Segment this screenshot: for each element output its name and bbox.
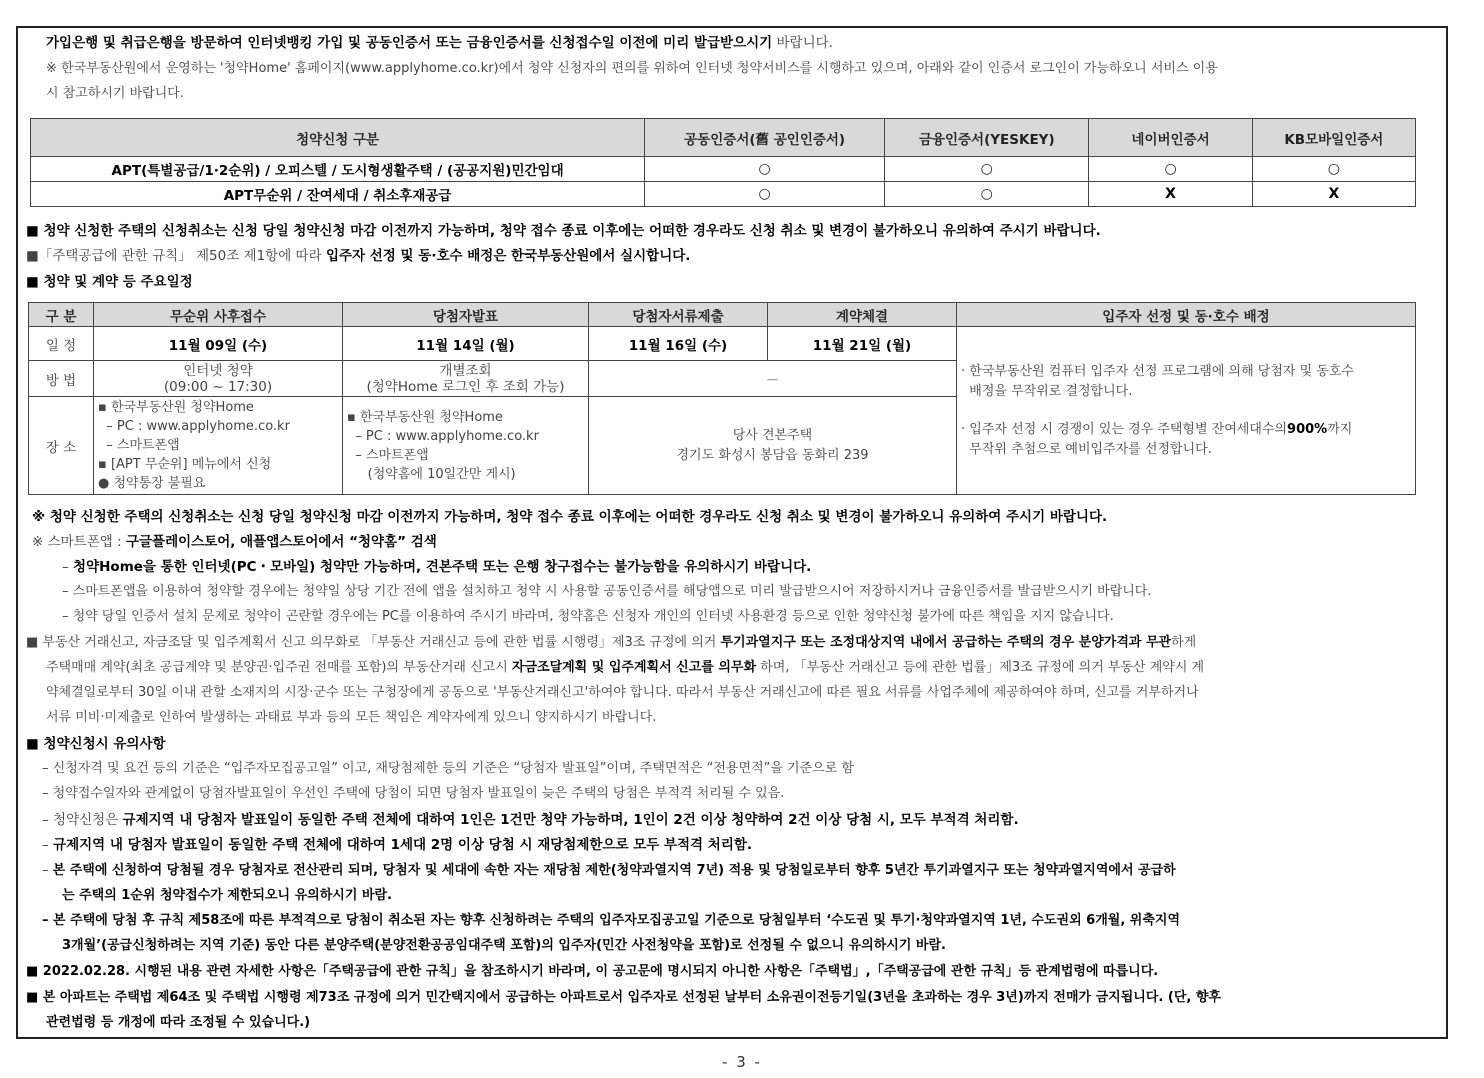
place-apply-line: ▪ [APT 무순위] 메뉴에서 신청 [98, 457, 272, 472]
cert-cell: ○ [1089, 157, 1252, 182]
realestate-l2-post: 하며, 「부동산 거래신고 등에 관한 법률」제3조 규정에 의거 부동산 계약시 계 [760, 660, 1205, 675]
schedule-header: 계약체결 [768, 303, 957, 327]
caution-1: – 신청자격 및 요건 등의 기준은 “입주자모집공고일” 이고, 재당첨제한 등의 기준은 “당첨자 발표일”이며, 주택면적은 “전용면적”을 기준으로 함 [42, 761, 854, 776]
notice-internet-bold: 청약Home을 통한 인터넷(PC・모바일) 청약만 가능하며, 견본주택 또는 은행 창구접수는 불가능함을 유의하시기 바랍니다. [73, 559, 812, 575]
caution-6: – 본 주택에 당첨 후 규칙 제58조에 따른 부적격으로 당첨이 취소된 자는 향후 신청하려는 주택의 입주자모집공고일 기준으로 당첨일부터 ‘수도권 및 투기·청약과열지역 1년, 수도권외 6개월, 위축지역 [42, 913, 1181, 928]
cert-row-label: APT무순위 / 잔여세대 / 취소후재공급 [31, 182, 645, 207]
realestate-l1-pre: ■ 부동산 거래신고, 자금조달 및 입주계획서 신고 의무화로 「부동산 거래신고 등에 관한 법률 시행령」제3조 규정에 의거 [26, 635, 717, 650]
notice-app-install: – 스마트폰앱을 이용하여 청약할 경우에는 청약일 상당 기간 전에 앱을 설치하고 청약 시 사용할 공동인증서를 해당앱으로 미리 발급받으시어 저장하시거나 금융인증서를 발급받으시기 바랍니다. [62, 584, 1152, 599]
caution-3-pre: – 청약신청은 [42, 812, 119, 828]
notice-assignment [26, 247, 690, 265]
caution-5 [42, 862, 1176, 880]
realestate-l1-post: 하게 [1171, 635, 1197, 650]
cert-cell: ○ [645, 157, 885, 182]
caution-4 [42, 836, 752, 854]
assign-note-2a [961, 420, 1411, 440]
method-announce-line: (청약Home 로그인 후 조회 가능) [366, 378, 565, 395]
schedule-header: 당첨자발표 [343, 303, 589, 327]
realestate-l1-bold: 투기과열지구 또는 조정대상지역 내에서 공급하는 주택의 경우 분양가격과 무관 [720, 635, 1172, 650]
date-apply: 11월 09일 (수) [94, 327, 343, 361]
realestate-l2-pre: 주택매매 계약(최초 공급계약 및 분양권·입주권 전매를 포함)의 부동산거래 신고시 [46, 660, 508, 675]
page-number: - 3 - [722, 1053, 762, 1071]
caution-6-line-2: 3개월’(공급신청하려는 지역 기준) 동안 다른 분양주택(분양전환공공임대주택 포함)의 입주자(민간 사전청약을 포함)로 선정될 수 없으니 유의하시기 바람. [62, 938, 946, 953]
date-contract: 11월 21일 (월) [768, 327, 957, 361]
schedule-row-label-method: 방 법 [29, 361, 94, 397]
place-apply-line: – 스마트폰앱 [98, 438, 180, 453]
place-apply-line: ▪ 한국부동산원 청약Home [98, 400, 254, 415]
schedule-header: 구 분 [29, 303, 94, 327]
certificate-table [30, 118, 1416, 207]
place-announce-line: – 스마트폰앱 [347, 447, 429, 463]
schedule-table [28, 302, 1416, 495]
notice-app-search [32, 533, 437, 551]
caution-3 [42, 811, 1019, 829]
place-office [589, 397, 957, 495]
assignment-notes [957, 327, 1416, 495]
realestate-l2-bold: 자금조달계획 및 입주계획서 신고를 의무화 [511, 660, 757, 675]
cert-header-naver: 네이버인증서 [1089, 119, 1252, 157]
notice-app-bold: 구글플레이스토어, 애플앱스토어에서 “청약홈” 검색 [125, 534, 437, 550]
cert-header-kb: KB모바일인증서 [1252, 119, 1415, 157]
place-announce-line: (청약홈에 10일간만 게시) [347, 466, 516, 482]
intro-line-1 [46, 34, 833, 52]
cert-cell: ○ [885, 182, 1089, 207]
schedule-row-label-place: 장 소 [29, 397, 94, 495]
assign-note-1a: · 한국부동산원 컴퓨터 입주자 선정 프로그램에 의해 당첨자 및 동호수 [961, 363, 1354, 379]
caution-5-pre: – [42, 863, 53, 878]
assign-note-2b: 무작위 추첨으로 예비입주자를 선정합니다. [961, 441, 1212, 457]
date-docs: 11월 16일 (수) [589, 327, 768, 361]
place-announce-line: ▪ 한국부동산원 청약Home [347, 409, 503, 425]
final-notice-1: ■ 2022.02.28. 시행된 내용 관련 자세한 사항은「주택공급에 관한 규칙」을 참조하시기 바라며, 이 공고문에 명시되지 아니한 사항은「주택법」,「주택공급에 관한 규칙」등 관계법령에 따릅니다. [26, 964, 1159, 979]
schedule-heading: ■ 청약 및 계약 등 주요일정 [26, 274, 193, 290]
realestate-line-3: 약체결일로부터 30일 이내 관할 소재지의 시장·군수 또는 구청장에게 공동으로 '부동산거래신고'하여야 합니다. 따라서 부동산 거래신고에 따른 필요 서류를 사업주체에 제공하여야 하며, 신고를 거부하거나 [46, 685, 1199, 700]
intro-bold-text: 가입은행 및 취급은행을 방문하여 인터넷뱅킹 가입 및 공동인증서 또는 금융인증서를 신청접수일 이전에 미리 발급받으시기 [46, 35, 773, 51]
method-announce-line: 개별조회 [439, 362, 492, 379]
notice-assignment-pre: ■「주택공급에 관한 규칙」 제50조 제1항에 따라 [26, 248, 322, 264]
intro-line-2: ※ 한국부동산원에서 운영하는 '청약Home' 홈페이지(www.applyhome.co.kr)에서 청약 신청자의 편의를 위하여 인터넷 청약서비스를 시행하고 있으며, 아래와 같이 인증서 로그인이 가능하오니 서비스 이용 [46, 61, 1218, 76]
notice-cancel: ■ 청약 신청한 주택의 신청취소는 신청 당일 청약신청 마감 이전까지 가능하며, 청약 접수 종료 이후에는 어떠한 경우라도 신청 취소 및 변경이 불가하오니 유의하여 주시기 바랍니다. [26, 223, 1101, 239]
realestate-line-1 [26, 634, 1196, 652]
caution-3-bold: 규제지역 내 당첨자 발표일이 동일한 주택 전체에 대하여 1인은 1건만 청약 가능하며, 1인이 2건 이상 청약하여 2건 이상 당첨 시, 모두 부적격 처리함. [122, 812, 1019, 828]
cert-cell: ○ [1252, 157, 1415, 182]
cert-header-financial: 금융인증서(YESKEY) [885, 119, 1089, 157]
place-office-line: 경기도 화성시 봉담읍 동화리 239 [676, 447, 869, 463]
place-announce-line: – PC : www.applyhome.co.kr [347, 428, 539, 444]
caution-4-pre: – [42, 837, 54, 853]
place-announce [343, 397, 589, 495]
caution-5-bold: 본 주택에 신청하여 당첨될 경우 당첨자로 전산관리 되며, 당첨자 및 세대에 속한 자는 재당첨 제한(청약과열지역 7년) 적용 및 당첨일로부터 향후 5년간 투기과열지구 또는 청약과열지역에서 공급하 [52, 863, 1176, 878]
place-apply-line: – PC : www.applyhome.co.kr [98, 419, 290, 434]
realestate-line-2 [46, 659, 1204, 677]
cert-cell: X [1089, 182, 1252, 207]
schedule-header: 무순위 사후접수 [94, 303, 343, 327]
notice-cancel-2: ※ 청약 신청한 주택의 신청취소는 신청 당일 청약신청 마감 이전까지 가능하며, 청약 접수 종료 이후에는 어떠한 경우라도 신청 취소 및 변경이 불가하오니 유의하여 주시기 바랍니다. [32, 509, 1108, 525]
cert-row [31, 157, 1416, 182]
cert-cell: X [1252, 182, 1415, 207]
assign-note-2-pre: · 입주자 선정 시 경쟁이 있는 경우 주택형별 잔여세대수의 [961, 421, 1288, 437]
caution-title: ■ 청약신청시 유의사항 [26, 736, 166, 752]
cert-row-label: APT(특별공급/1·2순위) / 오피스텔 / 도시형생활주택 / (공공지원)민간임대 [31, 157, 645, 182]
method-docs: － [589, 361, 957, 397]
cert-row [31, 182, 1416, 207]
cert-header-type: 청약신청 구분 [31, 119, 645, 157]
realestate-line-4: 서류 미비·미제출로 인하여 발생하는 과태료 부과 등의 모든 책임은 계약자에게 있으니 양지하시기 바랍니다. [46, 710, 657, 725]
caution-2: – 청약접수일자와 관계없이 당첨자발표일이 우선인 주택에 당첨이 되면 당첨자 발표일이 늦은 주택의 당첨은 부적격 처리될 수 있음. [42, 786, 785, 801]
place-office-line: 당사 견본주택 [732, 427, 813, 443]
caution-5-line-2: 는 주택의 1순위 청약접수가 제한되오니 유의하시기 바람. [62, 888, 392, 903]
notice-assignment-bold: 입주자 선정 및 동·호수 배정은 한국부동산원에서 실시합니다. [325, 248, 691, 264]
schedule-row-label-date: 일 정 [29, 327, 94, 361]
cert-cell: ○ [885, 157, 1089, 182]
place-apply [94, 397, 343, 495]
final-notice-2-line-2: 관련법령 등 개정에 따라 조정될 수 있습니다.) [46, 1015, 311, 1030]
notice-cert-issue: – 청약 당일 인증서 설치 문제로 청약이 곤란할 경우에는 PC를 이용하여 주시기 바라며, 청약홈은 신청자 개인의 인터넷 사용환경 등으로 인한 청약신청 불가에 따른 책임을 지지 않습니다. [62, 609, 1114, 624]
assign-note-2-bold: 900% [1287, 421, 1328, 437]
notice-internet-pre: – [62, 559, 74, 575]
schedule-header: 당첨자서류제출 [589, 303, 768, 327]
caution-4-bold: 규제지역 내 당첨자 발표일이 동일한 주택 전체에 대하여 1세대 2명 이상 당첨 시 재당첨제한으로 모두 부적격 처리함. [53, 837, 753, 853]
assign-note-2-post: 까지 [1327, 421, 1353, 437]
schedule-header: 입주자 선정 및 동·호수 배정 [957, 303, 1416, 327]
final-notice-2: ■ 본 아파트는 주택법 제64조 및 주택법 시행령 제73조 규정에 의거 민간택지에서 공급하는 아파트로서 입주자로 선정된 날부터 소유권이전등기일(3년을 초과하는 경우 3년)까지 전매가 금지됩니다. (단, 향후 [26, 990, 1221, 1005]
intro-line-3: 시 참고하시기 바랍니다. [46, 86, 184, 101]
notice-app-pre: ※ 스마트폰앱 : [32, 534, 122, 550]
assign-note-1b: 배정을 무작위로 결정합니다. [961, 383, 1133, 399]
notice-internet-only [62, 558, 811, 576]
method-apply-line: (09:00 ~ 17:30) [163, 378, 273, 395]
method-announce [343, 361, 589, 397]
intro-rest-text: 바랍니다. [776, 35, 833, 51]
method-apply-line: 인터넷 청약 [183, 362, 253, 379]
cert-cell: ○ [645, 182, 885, 207]
date-announce: 11월 14일 (월) [343, 327, 589, 361]
cert-header-joint: 공동인증서(舊 공인인증서) [645, 119, 885, 157]
place-apply-line: ● 청약통장 불필요 [98, 476, 206, 491]
method-apply [94, 361, 343, 397]
